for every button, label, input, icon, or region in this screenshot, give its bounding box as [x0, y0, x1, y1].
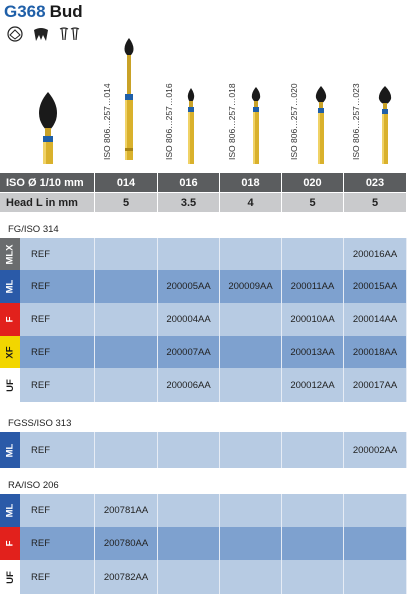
article-number-cell	[282, 527, 344, 560]
grit-tag	[0, 238, 20, 270]
product-name: Bud	[49, 2, 83, 21]
ref-label: REF	[20, 432, 95, 468]
article-number-cell: 200013AA	[282, 336, 344, 368]
bur-large-image	[30, 92, 66, 171]
article-number-cell	[158, 238, 220, 270]
ref-label: REF	[20, 303, 95, 336]
length-016: 3.5	[158, 193, 220, 212]
article-number-cell	[220, 527, 282, 560]
article-number-cell: 200009AA	[220, 270, 282, 303]
article-number-cell	[220, 432, 282, 468]
article-number-cell: 200010AA	[282, 303, 344, 336]
size-018: 018	[220, 173, 282, 192]
length-018: 4	[220, 193, 282, 212]
table-row	[0, 494, 407, 528]
grit-tag-label: ML	[4, 279, 16, 294]
article-number-cell	[344, 560, 407, 594]
ref-label: REF	[20, 368, 95, 402]
article-number-cell: 200004AA	[158, 303, 220, 336]
article-number-cell: 200780AA	[95, 527, 158, 560]
bur-image-023	[377, 86, 393, 171]
article-number-cell	[158, 494, 220, 527]
ref-label: REF	[20, 560, 95, 594]
page-title	[4, 2, 83, 22]
article-number-cell: 200006AA	[158, 368, 220, 402]
bur-image-014	[120, 38, 138, 171]
grit-tag	[0, 270, 20, 303]
table-row	[0, 238, 407, 271]
grit-tag	[0, 527, 20, 560]
table-row	[0, 270, 407, 304]
article-number-cell	[344, 527, 407, 560]
crown-prep-icon	[6, 26, 24, 47]
ref-label: REF	[20, 270, 95, 303]
table-row	[0, 432, 407, 468]
length-020: 5	[282, 193, 344, 212]
grit-tag-label: ML	[4, 503, 16, 518]
ref-label: REF	[20, 238, 95, 270]
bur-image-016	[185, 88, 197, 171]
size-023: 023	[344, 173, 407, 192]
grit-tag-label: ML	[4, 443, 16, 457]
article-number-cell: 200016AA	[344, 238, 407, 270]
article-number-cell: 200781AA	[95, 494, 158, 527]
article-number-cell	[282, 560, 344, 594]
table-row	[0, 303, 407, 337]
grit-tag-label: MLX	[4, 243, 16, 265]
section-label: FGSS/ISO 313	[8, 418, 72, 429]
article-number-cell	[95, 238, 158, 270]
grit-tag	[0, 432, 20, 468]
grit-tag-label: UF	[4, 570, 16, 584]
article-number-cell: 200014AA	[344, 303, 407, 336]
iso-code-023: ISO 806…257…023	[351, 83, 361, 160]
grit-tag	[0, 368, 20, 402]
article-number-cell	[158, 527, 220, 560]
length-014: 5	[95, 193, 158, 212]
article-number-cell: 200011AA	[282, 270, 344, 303]
grit-tag	[0, 494, 20, 527]
size-014: 014	[95, 173, 158, 192]
grit-tag	[0, 560, 20, 594]
article-number-cell	[344, 494, 407, 527]
root-canal-icon	[58, 26, 82, 47]
table-row	[0, 368, 407, 402]
ref-label: REF	[20, 527, 95, 560]
article-number-cell	[95, 432, 158, 468]
article-number-cell	[282, 432, 344, 468]
grit-tag-label: UF	[4, 378, 16, 392]
article-number-cell: 200017AA	[344, 368, 407, 402]
article-number-cell	[158, 432, 220, 468]
article-number-cell	[220, 238, 282, 270]
table-row	[0, 560, 407, 594]
article-number-cell: 200782AA	[95, 560, 158, 594]
article-number-cell: 200012AA	[282, 368, 344, 402]
length-023: 5	[344, 193, 407, 212]
grit-tag	[0, 336, 20, 368]
iso-size-label: ISO Ø 1/10 mm	[0, 173, 95, 192]
article-number-cell: 200015AA	[344, 270, 407, 303]
grit-tag	[0, 303, 20, 336]
table-row	[0, 527, 407, 561]
head-length-row	[0, 193, 407, 212]
tooth-icon	[32, 26, 50, 47]
use-icons	[6, 26, 82, 47]
grit-tag-label: F	[4, 316, 16, 323]
iso-code-014: ISO 806…257…014	[102, 83, 112, 160]
table-row	[0, 336, 407, 369]
bur-image-020	[314, 86, 328, 171]
grit-tag-label: XF	[4, 345, 16, 359]
article-number-cell	[95, 336, 158, 368]
article-number-cell	[220, 368, 282, 402]
product-code: G368	[4, 2, 46, 21]
ref-label: REF	[20, 336, 95, 368]
bur-image-018	[250, 87, 262, 171]
iso-code-020: ISO 806…257…020	[289, 83, 299, 160]
article-number-cell: 200018AA	[344, 336, 407, 368]
article-number-cell: 200005AA	[158, 270, 220, 303]
size-016: 016	[158, 173, 220, 192]
section-label: FG/ISO 314	[8, 224, 59, 235]
article-number-cell: 200002AA	[344, 432, 407, 468]
section-label: RA/ISO 206	[8, 480, 59, 491]
head-length-label: Head L in mm	[0, 193, 95, 212]
article-number-cell	[282, 494, 344, 527]
grit-tag-label: F	[4, 540, 16, 547]
article-number-cell	[95, 303, 158, 336]
article-number-cell	[282, 238, 344, 270]
article-number-cell	[95, 270, 158, 303]
article-number-cell	[220, 560, 282, 594]
iso-code-018: ISO 806…257…018	[227, 83, 237, 160]
ref-label: REF	[20, 494, 95, 527]
article-number-cell	[158, 560, 220, 594]
article-number-cell: 200007AA	[158, 336, 220, 368]
size-020: 020	[282, 173, 344, 192]
article-number-cell	[220, 336, 282, 368]
iso-size-row	[0, 173, 407, 192]
article-number-cell	[95, 368, 158, 402]
article-number-cell	[220, 303, 282, 336]
article-number-cell	[220, 494, 282, 527]
iso-code-016: ISO 806…257…016	[164, 83, 174, 160]
